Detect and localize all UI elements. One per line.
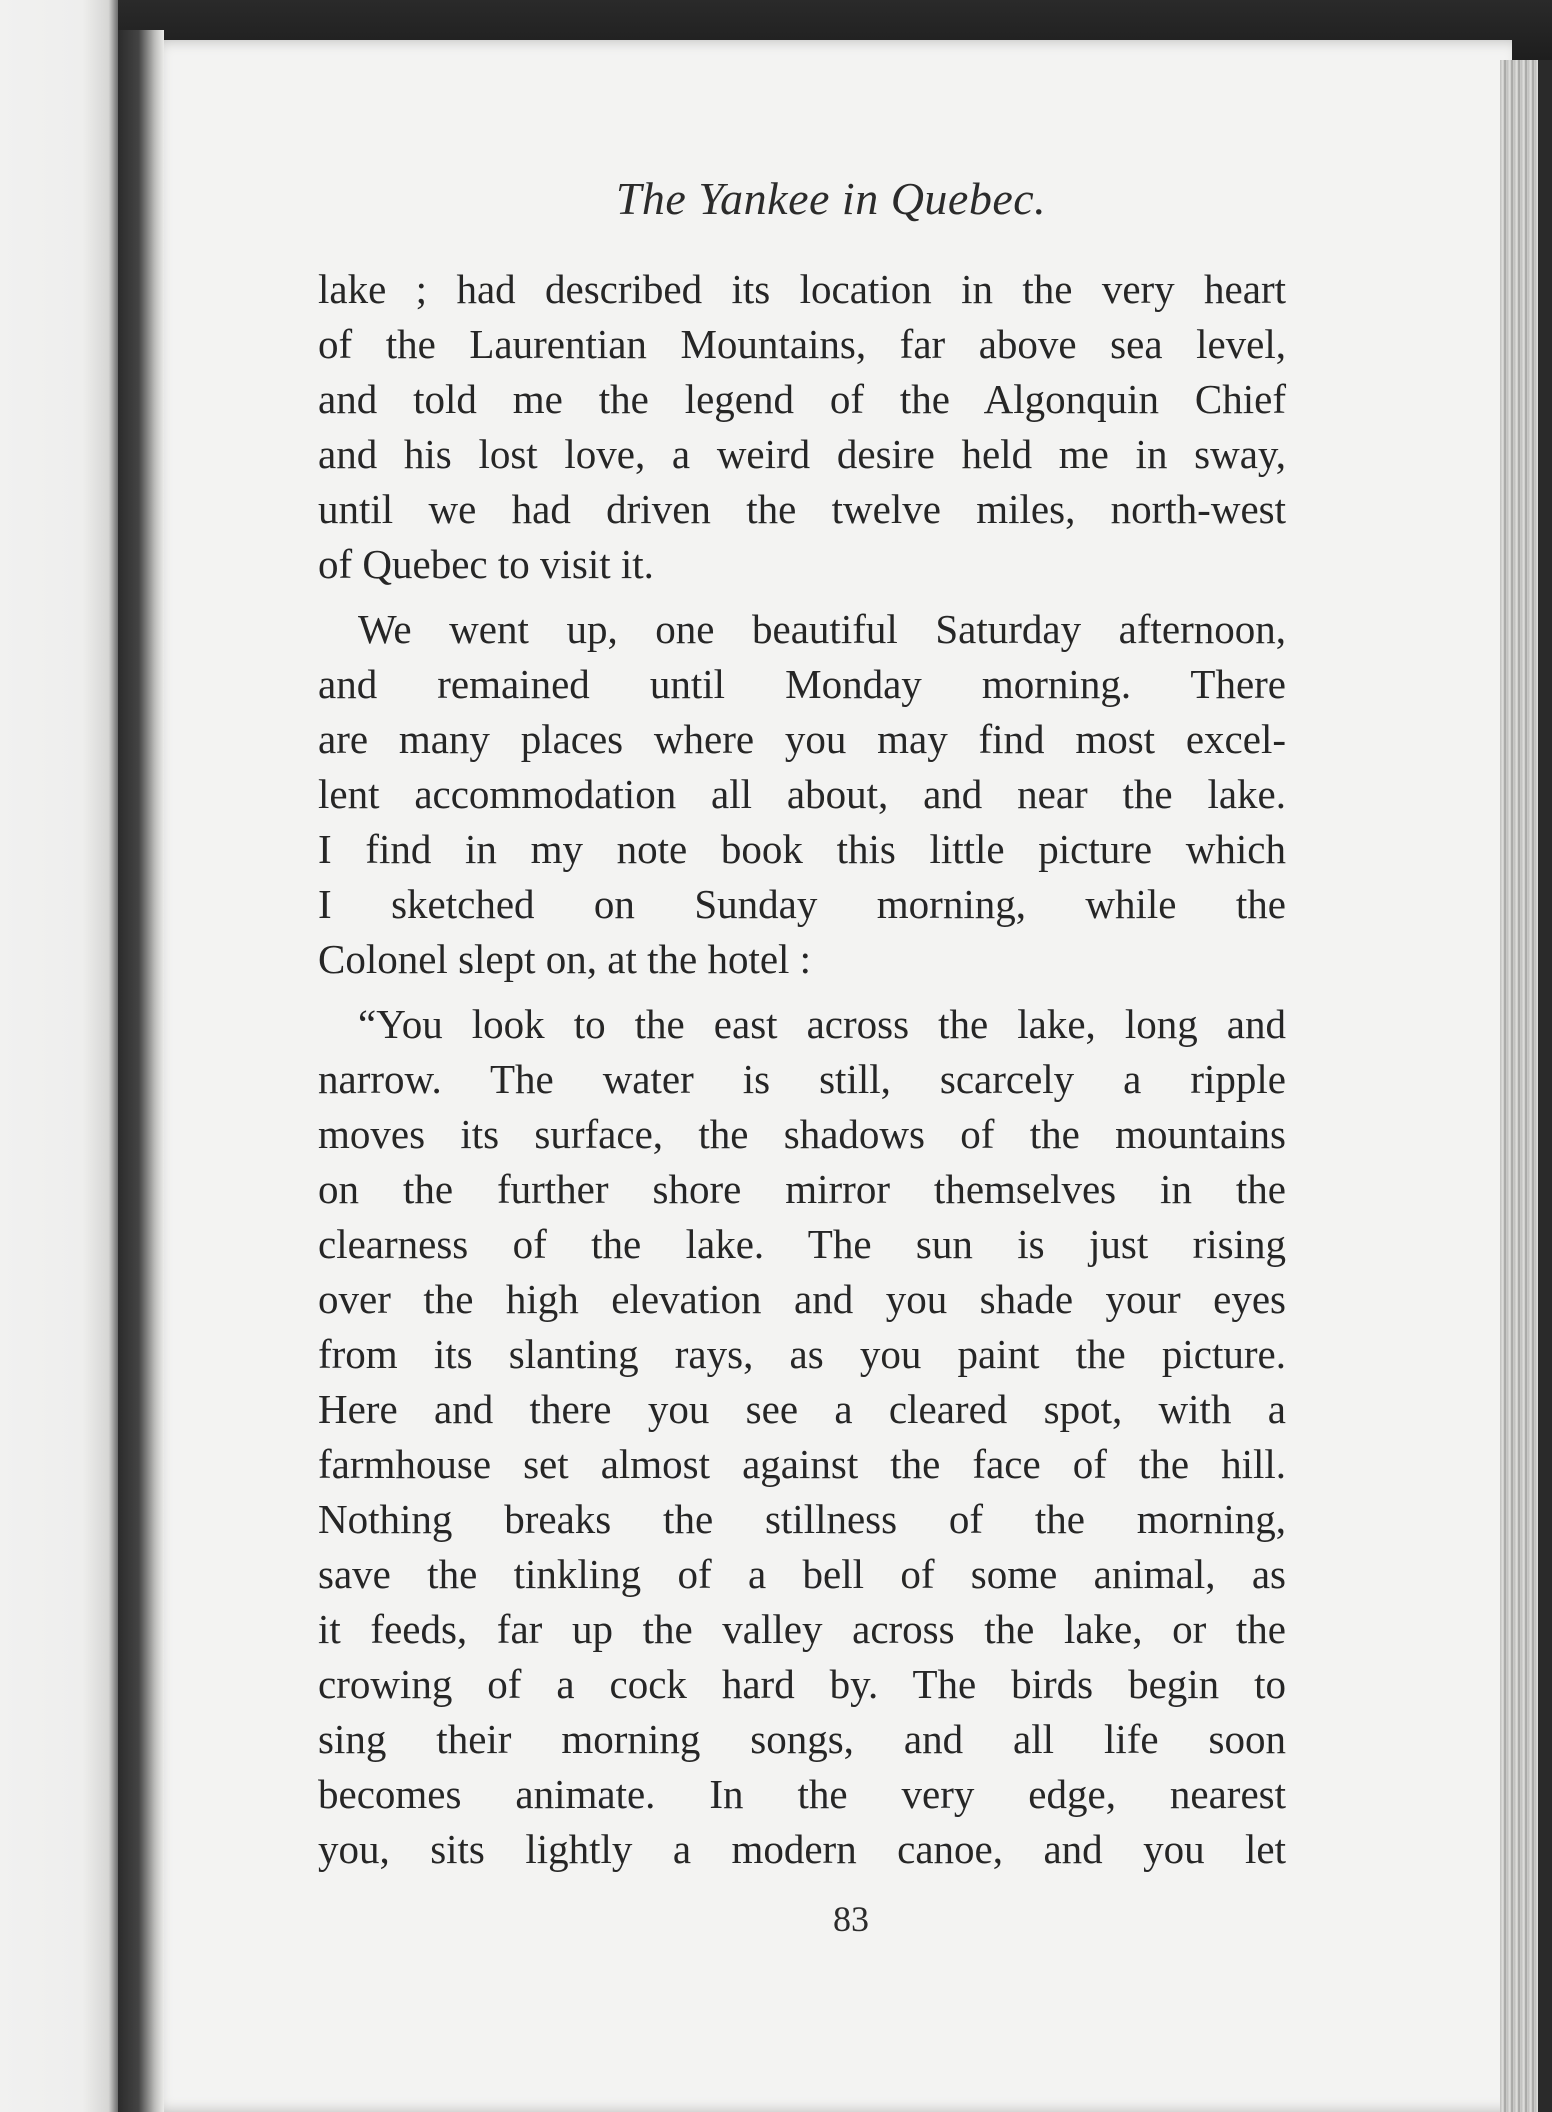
running-head: The Yankee in Quebec. (615, 173, 1047, 224)
paragraph-2 (318, 602, 1286, 987)
text-line: you, sits lightly a modern canoe, and you let (318, 1826, 1286, 1872)
text-line: and told me the legend of the Algonquin Chief (318, 376, 1286, 422)
book-gutter (118, 30, 164, 2112)
body-text (318, 262, 1286, 1887)
text-line: Nothing breaks the stillness of the morning, (318, 1496, 1286, 1542)
text-line: on the further shore mirror themselves in the (318, 1166, 1286, 1212)
text-line: farmhouse set almost against the face of the hill. (318, 1441, 1286, 1487)
text-line: sing their morning songs, and all life soon (318, 1716, 1286, 1762)
paragraph-3 (318, 997, 1286, 1877)
text-line: over the high elevation and you shade your eyes (318, 1276, 1286, 1322)
text-line: “You look to the east across the lake, long and (358, 1001, 1286, 1047)
text-line: clearness of the lake. The sun is just rising (318, 1221, 1286, 1267)
text-line: I find in my note book this little picture which (318, 826, 1286, 872)
text-line: save the tinkling of a bell of some animal, as (318, 1551, 1286, 1597)
text-line: lent accommodation all about, and near the lake. (318, 771, 1286, 817)
text-line: Here and there you see a cleared spot, with a (318, 1386, 1286, 1432)
facing-page-edge (0, 0, 118, 2112)
text-line: Colonel slept on, at the hotel : (318, 936, 812, 982)
text-line: of the Laurentian Mountains, far above sea level, (318, 321, 1286, 367)
page-number: 83 (833, 1899, 869, 1939)
text-line: becomes animate. In the very edge, nearest (318, 1771, 1286, 1817)
text-line: crowing of a cock hard by. The birds begin to (318, 1661, 1286, 1707)
text-line: We went up, one beautiful Saturday afternoon, (358, 606, 1286, 652)
text-line: and his lost love, a weird desire held me in sway, (318, 431, 1286, 477)
text-line: until we had driven the twelve miles, north-west (318, 486, 1286, 532)
text-line: from its slanting rays, as you paint the picture. (318, 1331, 1286, 1377)
text-line: lake ; had described its location in the very heart (318, 266, 1286, 312)
text-line: moves its surface, the shadows of the mountains (318, 1111, 1286, 1157)
text-line: and remained until Monday morning. There (318, 661, 1286, 707)
paragraph-1 (318, 262, 1286, 592)
text-line: of Quebec to visit it. (318, 541, 654, 587)
text-line: narrow. The water is still, scarcely a ripple (318, 1056, 1286, 1102)
text-line: are many places where you may find most excel- (318, 716, 1286, 762)
page-stack-edges (1500, 60, 1552, 2112)
text-line: I sketched on Sunday morning, while the (318, 881, 1286, 927)
text-line: it feeds, far up the valley across the lake, or the (318, 1606, 1286, 1652)
